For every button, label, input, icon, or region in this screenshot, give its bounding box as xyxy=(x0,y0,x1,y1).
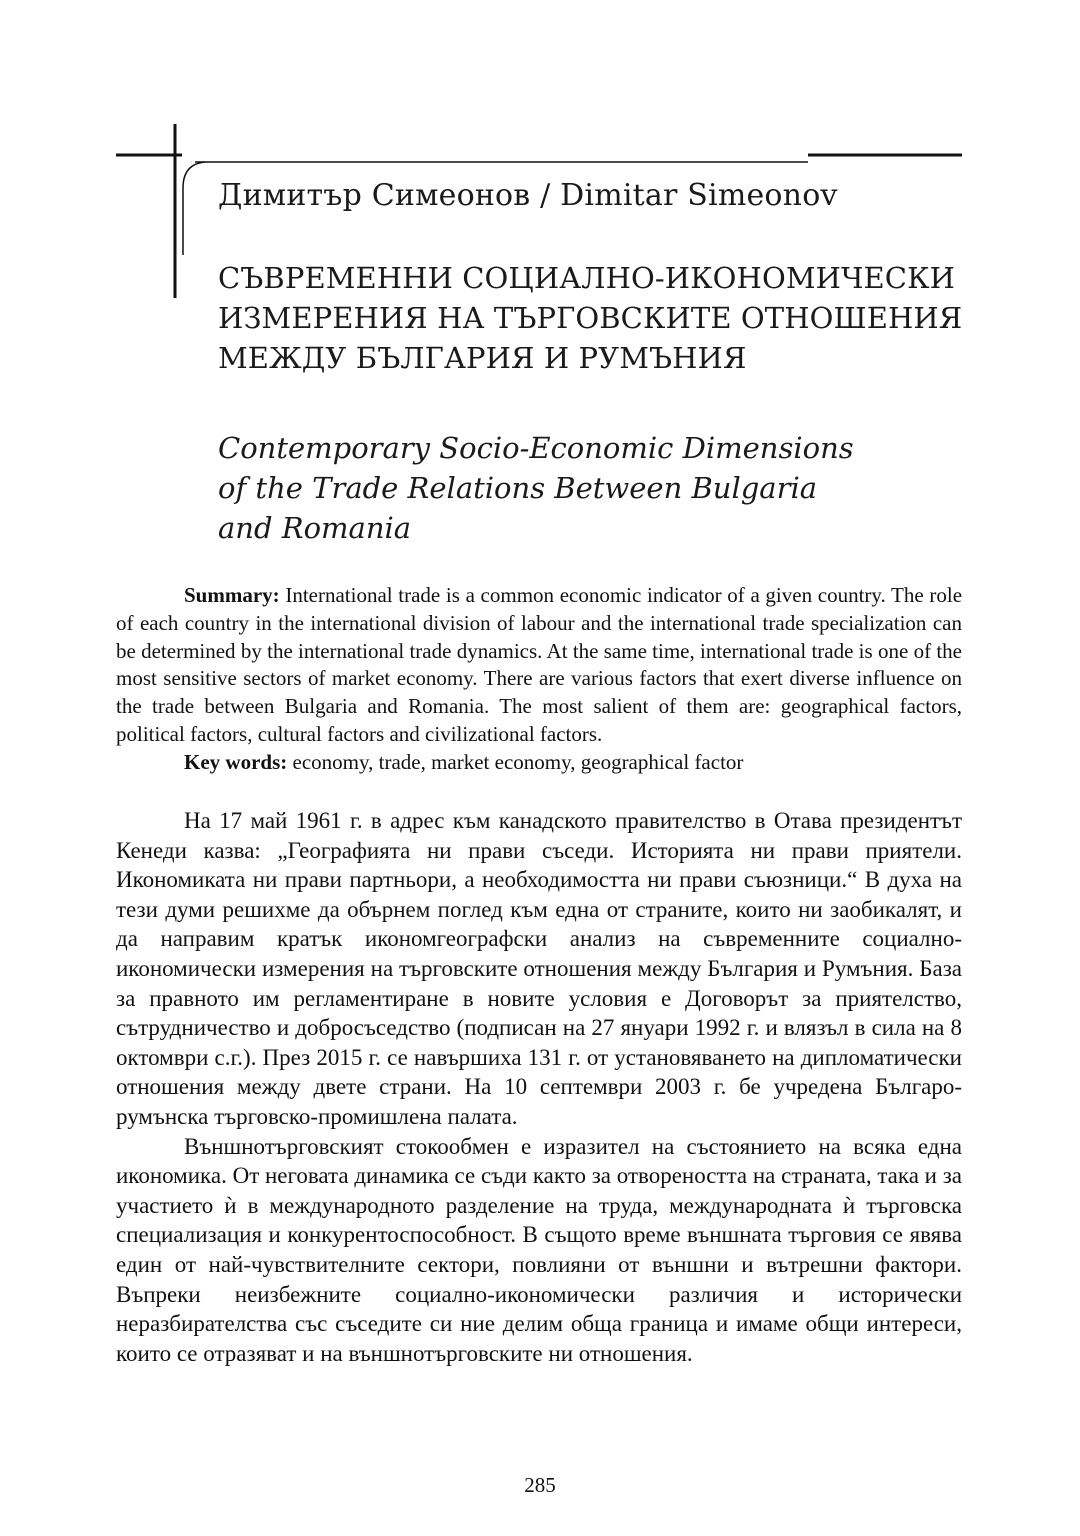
title-english-line: of the Trade Relations Between Bulgaria xyxy=(218,471,818,505)
summary-label: Summary: xyxy=(184,583,280,607)
keywords-text: economy, trade, market economy, geographical factor xyxy=(292,750,744,774)
title-bulgarian-line: МЕЖДУ БЪЛГАРИЯ И РУМЪНИЯ xyxy=(218,341,747,375)
page-number: 285 xyxy=(524,1473,556,1497)
title-bulgarian-line: СЪВРЕМЕННИ СОЦИАЛНО-ИКОНОМИЧЕСКИ xyxy=(218,261,956,295)
title-bulgarian-line: ИЗМЕРЕНИЯ НА ТЪРГОВСКИТЕ ОТНОШЕНИЯ xyxy=(218,301,963,335)
summary-text: International trade is a common economic indicator of a given country. The role of each country in the international division of labour and the international trade specialization can be determined by the international trade dynamics. At the same time, international trade is one of the most sensitive sectors of market economy. There are various factors that exert diverse influence on the trade between Bulgaria and Romania. The most salient of them are: geographical factors, political factors, cultural factors and civilizational factors. xyxy=(116,583,963,746)
body-paragraph: На 17 май 1961 г. в адрес към канадското правителство в Отава президентът Кенеди казва: „Географията ни прави съседи. Историята ни прави приятели. Икономиката ни прави партньори, а необходимостта ни прави съюзници.“ В духа на тези думи решихме да обърнем поглед към една от страните, които ни заобикалят, и да направим кратък икономгеографски анализ на съвременните социално-икономически измерения на търговските отношения между България и Румъния. База за правното им регламентиране в новите условия е Договорът за приятелство, сътрудничество и добросъседство (подписан на 27 януари 1992 г. и влязъл в сила на 8 октомври с.г.). През 2015 г. се навършиха 131 г. от установяването на дипломатически отношения между двете страни. На 10 септември 2003 г. бе учредена Българо-румънска търговско-промишлена палата. xyxy=(116,808,962,1129)
author-name: Димитър Симеонов / Dimitar Simeonov xyxy=(218,178,838,213)
summary-paragraph xyxy=(116,582,962,749)
header-corner-curve xyxy=(183,162,205,255)
keywords-paragraph xyxy=(116,749,962,777)
title-english-line: Contemporary Socio-Economic Dimensions xyxy=(218,431,854,465)
title-english-line: and Romania xyxy=(218,511,412,545)
body-paragraph: Външнотърговският стокообмен е изразител на състоянието на всяка една икономика. От неговата динамика се съди както за отвореността на страната, така и за участието ѝ в международното разделение на труда, международната ѝ търговска специализация и конкурентоспособност. В същото време външната търговия се явява един от най-чувствителните сектори, повлияни от външни и вътрешни фактори. Въпреки неизбежните социално-икономически различия и исторически неразбирателства със съседите си ние делим обща граница и имаме общи интереси, които се отразяват и на външнотърговските ни отношения. xyxy=(116,1133,963,1366)
body-text xyxy=(116,806,962,1368)
title-bulgarian xyxy=(218,258,963,378)
title-english xyxy=(218,428,938,548)
keywords-label: Key words: xyxy=(184,750,288,774)
